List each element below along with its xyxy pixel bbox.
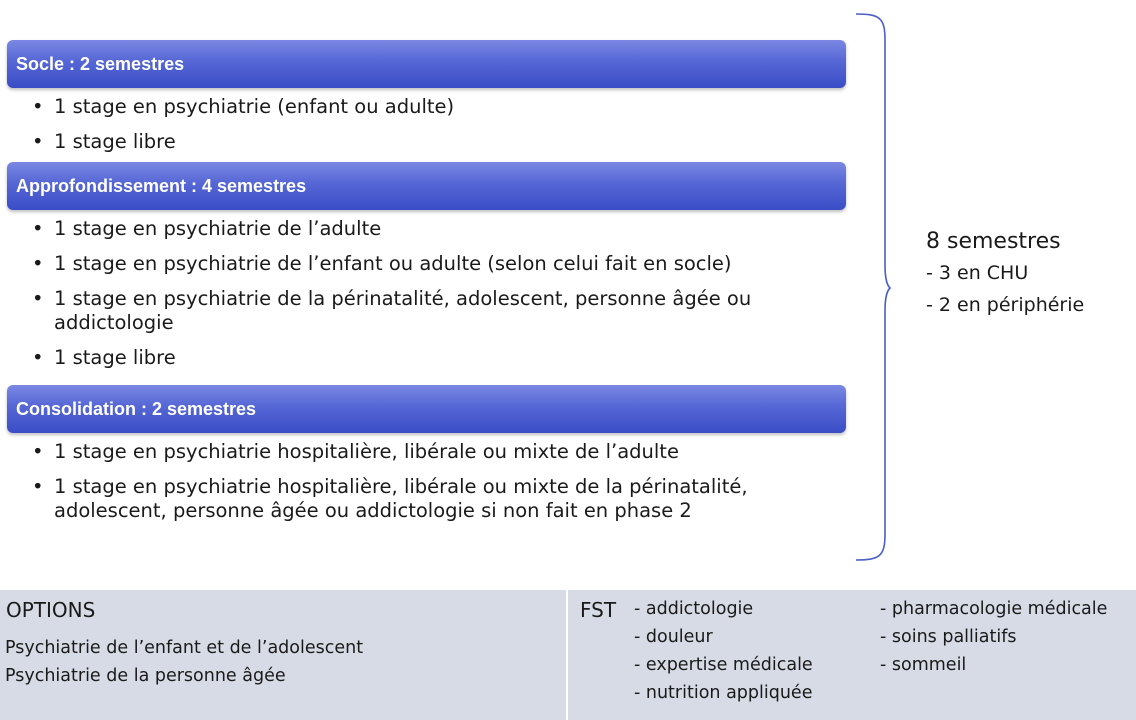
phase-title: Socle : 2 semestres: [16, 53, 185, 74]
list-item: • 1 stage en psychiatrie (enfant ou adulte): [32, 95, 832, 119]
list-item: • 1 stage en psychiatrie hospitalière, libérale ou mixte de la périnatalité, adolescent, personne âgée ou addictologie si non fait en phase 2: [32, 475, 814, 523]
summary-detail-peripherie: - 2 en périphérie: [926, 294, 1085, 316]
fst-item: - addictologie: [634, 599, 754, 619]
list-item: • 1 stage en psychiatrie de la périnatalité, adolescent, personne âgée ou addictologie: [32, 287, 814, 335]
phase-header-consolidation: [7, 385, 846, 433]
summary-total: 8 semestres: [926, 229, 1061, 254]
list-item: • 1 stage libre: [32, 130, 832, 154]
phase-title: Approfondissement : 4 semestres: [16, 175, 307, 196]
options-title: OPTIONS: [6, 598, 96, 622]
fst-item: - sommeil: [880, 655, 967, 675]
fst-item: - nutrition appliquée: [634, 683, 813, 703]
fst-panel: [568, 590, 1136, 720]
summary-block: [926, 227, 1084, 321]
phase-title: Consolidation : 2 semestres: [16, 398, 257, 419]
fst-title: FST: [580, 598, 617, 622]
option-item: Psychiatrie de l’enfant et de l’adolescent: [5, 638, 364, 658]
phase-list-consolidation: [32, 440, 832, 534]
list-item: • 1 stage en psychiatrie de l’enfant ou adulte (selon celui fait en socle): [32, 252, 832, 276]
fst-item: - soins palliatifs: [880, 627, 1017, 647]
fst-item: - douleur: [634, 627, 713, 647]
fst-item: - expertise médicale: [634, 655, 813, 675]
fst-item: - pharmacologie médicale: [880, 599, 1108, 619]
list-item: • 1 stage en psychiatrie hospitalière, libérale ou mixte de l’adulte: [32, 440, 832, 464]
list-item: • 1 stage libre: [32, 346, 832, 370]
curly-brace-icon: [852, 10, 892, 564]
options-panel: [0, 590, 566, 720]
phase-header-approfondissement: [7, 162, 846, 210]
option-item: Psychiatrie de la personne âgée: [5, 666, 286, 686]
phase-list-approfondissement: [32, 217, 832, 381]
phase-list-socle: [32, 95, 832, 165]
summary-detail-chu: - 3 en CHU: [926, 262, 1029, 284]
list-item: • 1 stage en psychiatrie de l’adulte: [32, 217, 832, 241]
phase-header-socle: [7, 40, 846, 88]
